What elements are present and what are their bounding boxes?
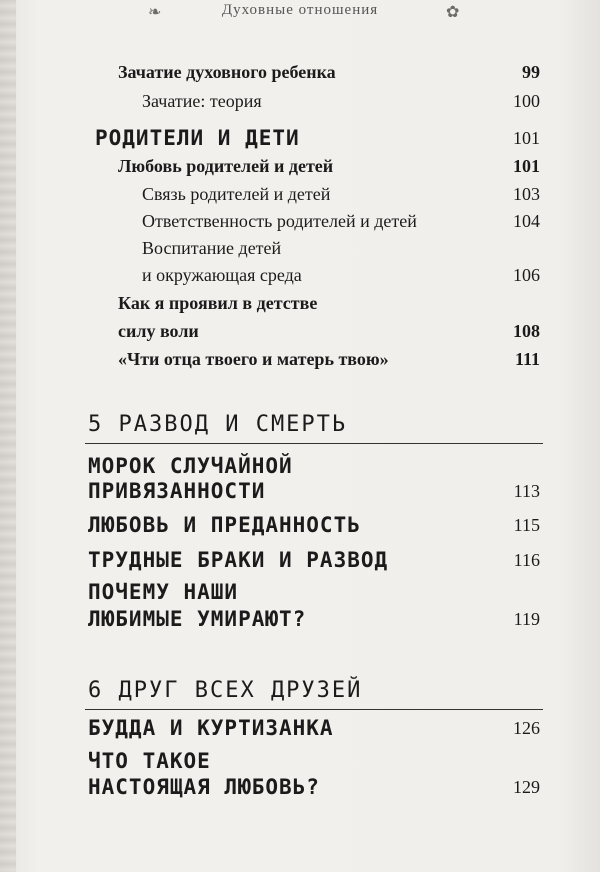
ornament-left-icon: ❧ — [148, 4, 162, 21]
toc-entry-title: Любовь родителей и детей — [118, 156, 334, 176]
toc-section-title: ПОЧЕМУ НАШИ — [88, 580, 239, 604]
toc-entry-page: 100 — [513, 91, 540, 111]
toc-section-title: РОДИТЕЛИ И ДЕТИ — [95, 126, 300, 150]
toc-entry-title: «Чти отца твоего и матерь твою» — [118, 349, 389, 369]
toc-section-title: НАСТОЯЩАЯ ЛЮБОВЬ? — [88, 775, 320, 799]
toc-entry-title: Воспитание детей — [142, 238, 282, 258]
chapter-divider — [85, 709, 543, 710]
toc-entry-page: 106 — [513, 265, 540, 285]
toc-section-title: ЧТО ТАКОЕ — [88, 749, 211, 773]
toc-section-title: ТРУДНЫЕ БРАКИ И РАЗВОД — [88, 548, 389, 572]
toc-entry-title: Зачатие духовного ребенка — [118, 62, 336, 82]
toc-section-title: БУДДА И КУРТИЗАНКА — [88, 716, 334, 740]
toc-entry-page: 103 — [513, 184, 540, 204]
toc-entry-title: Зачатие: теория — [142, 91, 262, 111]
page-edge-ornament — [0, 0, 16, 872]
toc-section-title: ПРИВЯЗАННОСТИ — [88, 479, 266, 503]
toc-entry-title: и окружающая среда — [142, 265, 302, 285]
toc-entry-page: 111 — [514, 349, 540, 369]
toc-entry-page: 115 — [513, 515, 540, 535]
toc-entry-title: Связь родителей и детей — [142, 184, 331, 204]
chapter-title: 5 РАЗВОД И СМЕРТЬ — [88, 412, 348, 437]
toc-section-title: ЛЮБИМЫЕ УМИРАЮТ? — [88, 607, 307, 631]
toc-entry-title: силу воли — [118, 321, 199, 341]
toc-section-title: МОРОК СЛУЧАЙНОЙ — [88, 454, 293, 478]
toc-section-title: ЛЮБОВЬ И ПРЕДАННОСТЬ — [88, 513, 361, 537]
toc-entry-page: 119 — [513, 609, 540, 629]
toc-entry-page: 113 — [513, 481, 540, 501]
toc-entry-page: 104 — [513, 211, 540, 231]
chapter-title: 6 ДРУГ ВСЕХ ДРУЗЕЙ — [88, 678, 363, 703]
toc-entry-page: 126 — [513, 718, 540, 738]
chapter-divider — [85, 443, 543, 444]
toc-entry-page: 101 — [513, 156, 540, 176]
running-head: Духовные отношения — [221, 2, 379, 18]
toc-entry-page: 129 — [513, 777, 540, 797]
toc-entry-page: 116 — [513, 550, 540, 570]
toc-entry-page: 99 — [522, 62, 540, 82]
toc-entry-title: Как я проявил в детстве — [118, 293, 318, 313]
toc-entry-page: 101 — [513, 128, 540, 148]
ornament-right-icon: ✿ — [446, 4, 460, 21]
toc-entry-page: 108 — [513, 321, 540, 341]
toc-entry-title: Ответственность родителей и детей — [142, 211, 417, 231]
